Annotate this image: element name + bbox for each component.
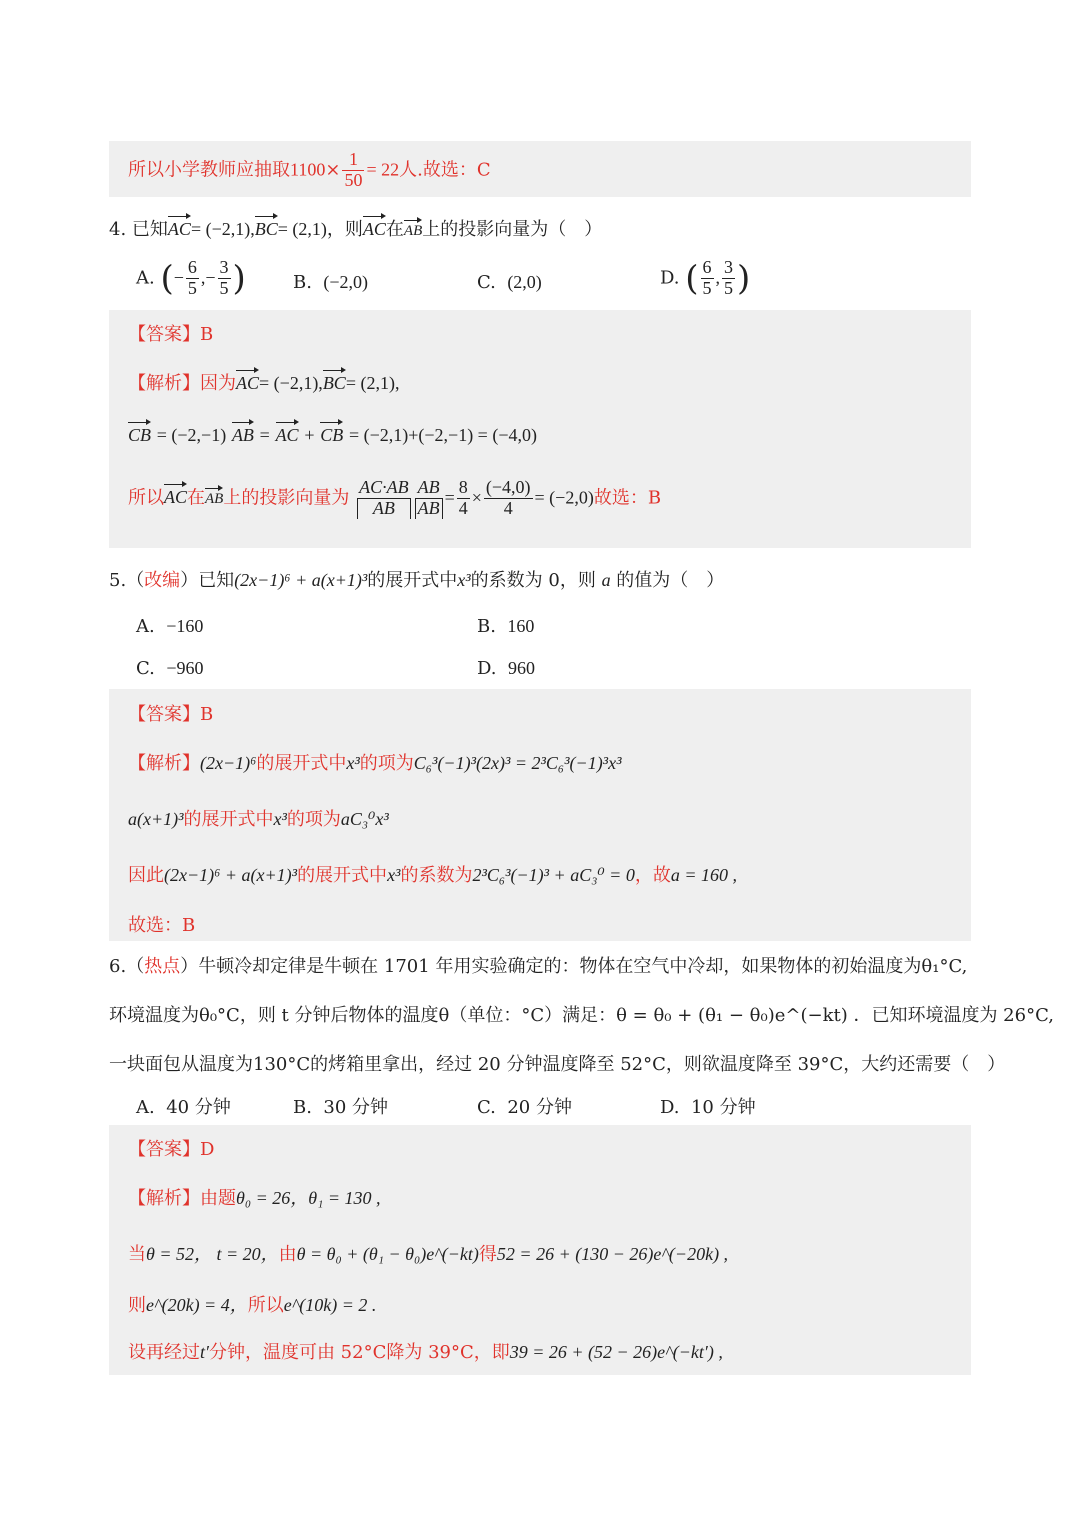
q5-analysis-line2: a(x+1)³的展开式中x³的项为aC₃⁰x³	[128, 809, 389, 830]
q5-final-choice: 故选：B	[128, 915, 196, 936]
q4-stem: 4. 已知AC= (−2,1),BC= (2,1)，则AC在AB上的投影向量为（ ）	[109, 219, 603, 240]
q4-option-d[interactable]: D. ( $\frac{6}{5}$ , $\frac{3}{5}$ )	[660, 257, 751, 299]
q4-analysis-line2: CB = (−2,−1) AB = AC + CB = (−2,1)+(−2,−1) = (−4,0)	[128, 425, 537, 445]
q6-stem-line3: 一块面包从温度为130°C的烤箱里拿出，经过 20 分钟温度降至 52°C，则欲温度降至 39°C，大约还需要（ ）	[109, 1054, 1006, 1075]
q6-option-d[interactable]: D. 10 分钟	[660, 1097, 756, 1118]
q6-stem-line2: 环境温度为θ₀°C，则 t 分钟后物体的温度θ（单位：°C）满足：θ = θ₀ + (θ₁ − θ₀)e^(−kt) ．已知环境温度为 26°C,	[109, 1005, 1054, 1026]
q4-option-a[interactable]: A. (− $\frac{6}{5}$ ,− $\frac{3}{5}$ )	[136, 257, 246, 299]
q5-analysis-line3: 因此(2x−1)⁶ + a(x+1)³的展开式中x³的系数为2³C₆³(−1)³ + aC₃⁰ = 0，故a = 160 ,	[128, 865, 737, 886]
q5-analysis-line1: 【解析】(2x−1)⁶的展开式中x³的项为C₆³(−1)³(2x)³ = 2³C₆³(−1)³x³	[128, 753, 622, 774]
q5-option-a[interactable]: A. −160	[136, 616, 204, 637]
q6-analysis-line3: 则e^(20k) = 4，所以e^(10k) = 2 .	[128, 1295, 377, 1316]
q6-analysis-line4: 设再经过t′分钟，温度可由 52°C降为 39°C，即39 = 26 + (52 − 26)e^(−kt′) ,	[128, 1342, 723, 1363]
q6-tag: 热点	[144, 956, 181, 977]
q5-stem: 5.（改编）已知(2x−1)⁶ + a(x+1)³的展开式中x³的系数为 0，则 a 的值为（ ）	[109, 570, 725, 591]
q6-option-b[interactable]: B. 30 分钟	[293, 1097, 389, 1118]
q4-analysis-line1: 【解析】因为AC= (−2,1),BC= (2,1),	[128, 373, 400, 394]
q5-option-d[interactable]: D. 960	[477, 658, 535, 679]
q5-answer: 【答案】B	[128, 704, 214, 725]
prev-conclusion: 所以小学教师应抽取1100× $\frac{1}{50}$ = 22人.故选：C	[128, 149, 491, 190]
q6-stem-line1: 6.（热点）牛顿冷却定律是牛顿在 1701 年用实验确定的：物体在空气中冷却，如果物体的初始温度为θ₁°C,	[109, 956, 968, 977]
q5-option-c[interactable]: C. −960	[136, 658, 204, 679]
q6-analysis-line2: 当θ = 52， t = 20，由θ = θ₀ + (θ₁ − θ₀)e^(−kt)得52 = 26 + (130 − 26)e^(−20k) ,	[128, 1244, 729, 1265]
q6-option-c[interactable]: C. 20 分钟	[477, 1097, 572, 1118]
q4-analysis-line3: 所以AC在AB上的投影向量为 $\frac{AC\cdot AB}{AB}$ $\frac{AB}{AB}$ = $\frac{8}{4}$ × $\frac{(-4,0)}{4}$ = (−2,0)故选：B	[128, 477, 662, 518]
q6-option-a[interactable]: A. 40 分钟	[136, 1097, 231, 1118]
q4-answer: 【答案】B	[128, 324, 214, 345]
q6-analysis-line1: 【解析】由题θ₀ = 26，θ₁ = 130 ,	[128, 1188, 381, 1209]
q5-tag: 改编	[144, 570, 181, 591]
q4-option-c[interactable]: C. (2,0)	[477, 272, 542, 293]
q4-option-b[interactable]: B. (−2,0)	[293, 272, 369, 293]
q6-answer: 【答案】D	[128, 1139, 215, 1160]
q5-option-b[interactable]: B. 160	[477, 616, 535, 637]
